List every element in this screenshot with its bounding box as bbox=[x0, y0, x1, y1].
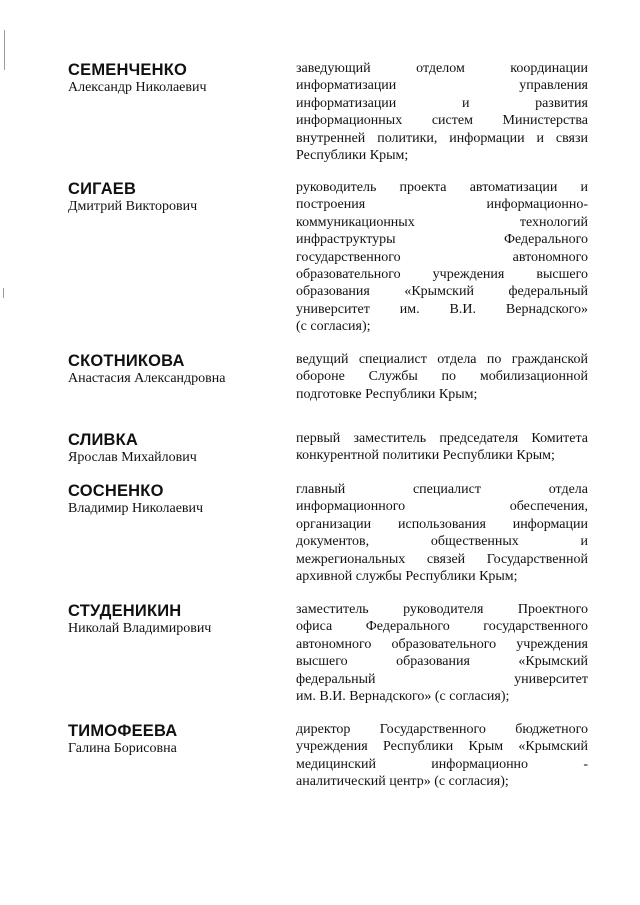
position-line: федеральный университет bbox=[296, 671, 588, 687]
position-line: заместитель руководителя Проектного bbox=[296, 602, 588, 617]
position-line: государственного автономного bbox=[296, 249, 588, 265]
position-line: внутренней политики, информации и связи bbox=[296, 130, 588, 146]
position-line: учреждения Республики Крым «Крымский bbox=[296, 739, 588, 755]
position-line: ведущий специалист отдела по гражданской bbox=[296, 352, 588, 367]
position-line: архивной службы Республики Крым; bbox=[296, 568, 518, 584]
member-given-names: Дмитрий Викторович bbox=[68, 199, 198, 214]
position-line: заведующий отделом координации bbox=[296, 61, 588, 76]
member-position bbox=[296, 430, 588, 465]
position-line: первый заместитель председателя Комитета bbox=[296, 431, 588, 446]
position-line: университет им. В.И. Вернадского» bbox=[296, 301, 588, 317]
position-line: подготовке Республики Крым; bbox=[296, 386, 478, 402]
member-position bbox=[296, 179, 588, 336]
member-surname: СТУДЕНИКИН bbox=[68, 602, 182, 620]
position-line: организации использования информации bbox=[296, 516, 588, 532]
position-line: аналитический центр» (с согласия); bbox=[296, 774, 509, 790]
scan-edge-mark bbox=[4, 30, 5, 70]
scan-edge-mark bbox=[3, 288, 4, 298]
member-position bbox=[296, 601, 588, 705]
position-line: коммуникационных технологий bbox=[296, 214, 588, 230]
member-given-names: Владимир Николаевич bbox=[68, 501, 204, 516]
position-line: им. В.И. Вернадского» (с согласия); bbox=[296, 688, 510, 704]
position-line: информационных систем Министерства bbox=[296, 113, 588, 129]
position-line: Республики Крым; bbox=[296, 147, 409, 163]
member-position bbox=[296, 721, 588, 791]
position-line: инфраструктуры Федерального bbox=[296, 232, 588, 248]
position-line: (с согласия); bbox=[296, 319, 371, 335]
member-surname: СЛИВКА bbox=[68, 431, 139, 449]
member-given-names: Галина Борисовна bbox=[68, 741, 177, 756]
position-line: межрегиональных связей Государственной bbox=[296, 551, 588, 567]
member-position bbox=[296, 351, 588, 403]
position-line: руководитель проекта автоматизации и bbox=[296, 180, 588, 195]
member-given-names: Ярослав Михайлович bbox=[68, 450, 197, 465]
member-position bbox=[296, 60, 588, 164]
position-line: образования «Крымский федеральный bbox=[296, 284, 588, 300]
position-line: информатизации управления bbox=[296, 78, 588, 94]
member-given-names: Анастасия Александровна bbox=[68, 371, 226, 386]
member-surname: СКОТНИКОВА bbox=[68, 352, 185, 370]
position-line: информатизации и развития bbox=[296, 95, 588, 111]
position-line: директор Государственного бюджетного bbox=[296, 722, 588, 737]
position-line: образовательного учреждения высшего bbox=[296, 266, 588, 282]
position-line: высшего образования «Крымский bbox=[296, 654, 588, 670]
member-given-names: Николай Владимирович bbox=[68, 621, 212, 636]
position-line: конкурентной политики Республики Крым; bbox=[296, 448, 555, 464]
position-line: офиса Федерального государственного bbox=[296, 619, 588, 635]
member-surname: ТИМОФЕЕВА bbox=[68, 722, 178, 740]
position-line: документов, общественных и bbox=[296, 534, 588, 550]
position-line: главный специалист отдела bbox=[296, 482, 588, 497]
position-line: медицинский информационно - bbox=[296, 756, 588, 772]
position-line: автономного образовательного учреждения bbox=[296, 636, 588, 652]
member-position bbox=[296, 481, 588, 585]
member-surname: СЕМЕНЧЕНКО bbox=[68, 61, 188, 79]
position-line: обороне Службы по мобилизационной bbox=[296, 369, 588, 385]
member-surname: СИГАЕВ bbox=[68, 180, 137, 198]
member-surname: СОСНЕНКО bbox=[68, 482, 164, 500]
member-given-names: Александр Николаевич bbox=[68, 80, 207, 95]
position-line: информационного обеспечения, bbox=[296, 499, 588, 515]
position-line: построения информационно- bbox=[296, 197, 588, 213]
